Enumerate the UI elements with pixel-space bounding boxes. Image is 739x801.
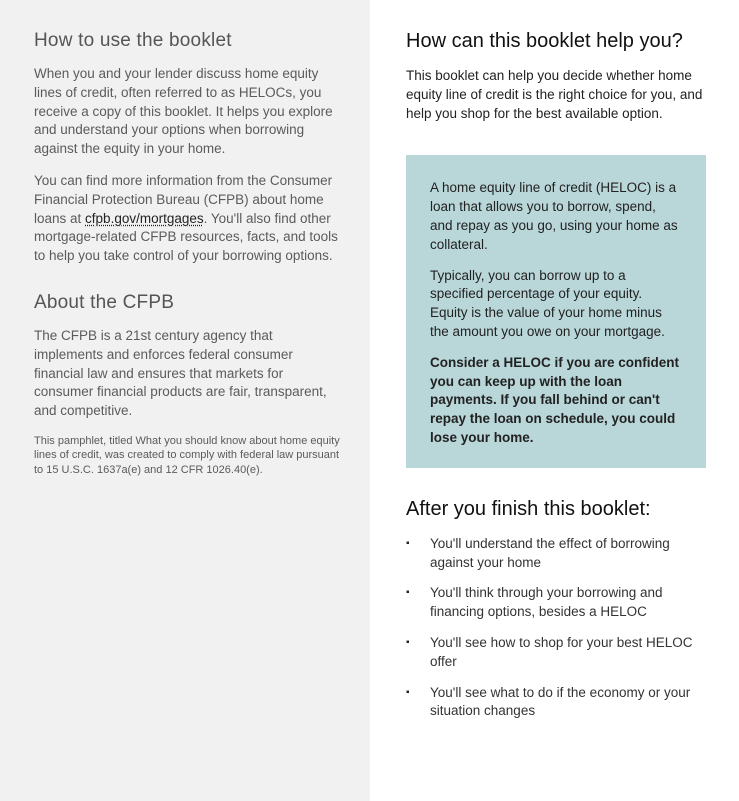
more-info-text: You can find more information from the Consumer Financial Protection Bureau (CFPB) about home loans at xyxy=(34,172,333,226)
list-item xyxy=(406,634,709,672)
callout-warning: Consider a HELOC if you are confident you can keep up with the loan payments. If you fall behind or can't repay the loan on schedule, you could lose your home. xyxy=(430,354,680,445)
after-booklet-list xyxy=(406,535,709,721)
more-info-text-continued: . You'll also find other mortgage-related CFPB resources, facts, and tools to help you take control of your borrowing options. xyxy=(34,210,338,264)
heloc-callout-box xyxy=(406,155,706,467)
booklet-help-intro: This booklet can help you decide whether home equity line of credit is the right choice for you, and help you shop for the best available option. xyxy=(406,68,703,121)
list-item xyxy=(406,684,709,722)
list-item-text: You'll understand the effect of borrowing against your home xyxy=(430,535,670,570)
how-to-use-paragraph-2 xyxy=(34,172,344,266)
list-item-text: You'll think through your borrowing and financing options, besides a HELOC xyxy=(430,585,663,620)
list-item-text: You'll see how to shop for your best HELOC offer xyxy=(430,634,693,669)
bullet-icon: ▪ xyxy=(406,636,410,648)
about-cfpb-paragraph: The CFPB is a 21st century agency that implements and enforces federal consumer financial law and ensures that markets for consumer financial products are fair, transparent, and competitive. xyxy=(34,327,327,419)
after-booklet-heading: After you finish this booklet: xyxy=(406,497,651,520)
list-item xyxy=(406,584,709,622)
booklet-help-heading: How can this booklet help you? xyxy=(406,30,683,52)
how-to-use-paragraph-1: When you and your lender discuss home equity lines of credit, often referred to as HELOCs, you receive a copy of this booklet. It helps you explore and understand your options when borrowing against the equity in your home. xyxy=(34,66,333,157)
bullet-icon: ▪ xyxy=(406,686,410,698)
about-cfpb-heading: About the CFPB xyxy=(34,291,175,313)
right-column xyxy=(370,0,739,801)
how-to-use-heading: How to use the booklet xyxy=(34,30,232,51)
list-item xyxy=(406,535,709,573)
bullet-icon: ▪ xyxy=(406,587,410,599)
legal-notice: This pamphlet, titled What you should know about home equity lines of credit, was created to comply with federal law pursuant to 15 U.S.C. 1637a(e) and 12 CFR 1026.40(e). xyxy=(34,434,340,476)
list-item-text: You'll see what to do if the economy or your situation changes xyxy=(430,684,691,719)
cfpb-mortgages-link[interactable]: cfpb.gov/mortgages xyxy=(85,210,204,226)
callout-paragraph-2: Typically, you can borrow up to a specified percentage of your equity. Equity is the value of your home minus the amount you owe on your mortgage. xyxy=(430,267,665,339)
callout-paragraph-1: A home equity line of credit (HELOC) is a loan that allows you to borrow, spend, and repay as you go, using your home as collateral. xyxy=(430,180,678,252)
bullet-icon: ▪ xyxy=(406,537,410,549)
